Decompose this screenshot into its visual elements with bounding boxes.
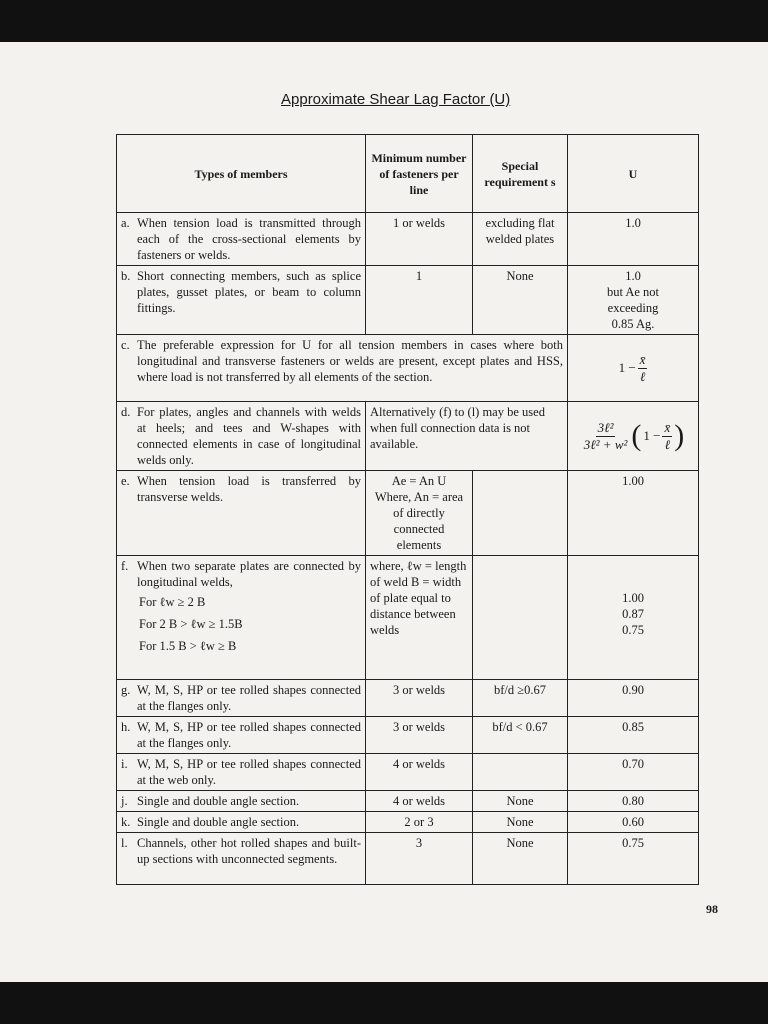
formula-c: 1 − $\frac{x̄}{\text{ℓ}}$ — [618, 351, 646, 384]
row-l-special: None — [473, 833, 568, 885]
row-a-type: a. When tension load is transmitted through each of the cross-sectional elements by fasteners or welds. — [117, 213, 366, 266]
row-b-special: None — [473, 266, 568, 335]
table-row — [117, 812, 699, 833]
document-page — [0, 42, 768, 982]
header-row — [117, 135, 699, 213]
row-l-type: l. Channels, other hot rolled shapes and built-up sections with unconnected segments. — [117, 833, 366, 885]
row-i-min: 4 or welds — [366, 754, 473, 791]
row-g-type: g. W, M, S, HP or tee rolled shapes connected at the flanges only. — [117, 680, 366, 717]
row-c-type: c. The preferable expression for U for all tension members in cases where both longitudinal and transverse fasteners or welds are present, except plates and HSS, where load is not transferred by all elements of the section. — [117, 335, 568, 402]
row-h-min: 3 or welds — [366, 717, 473, 754]
row-k-u: 0.60 — [568, 812, 699, 833]
formula-d: $\frac{\text{3ℓ²}}{\text{3ℓ² + w²}}$ ( 1 − $\frac{x̄}{\text{ℓ}}$ ) — [583, 419, 685, 452]
row-j-u: 0.80 — [568, 791, 699, 812]
table-row — [117, 791, 699, 812]
row-k-type: k. Single and double angle section. — [117, 812, 366, 833]
page-title: Approximate Shear Lag Factor (U) — [281, 91, 511, 108]
row-d-u — [568, 402, 699, 471]
row-l-u: 0.75 — [568, 833, 699, 885]
table-row — [117, 717, 699, 754]
row-b-u: 1.0 but Ae not exceeding 0.85 Ag. — [568, 266, 699, 335]
row-i-type: i. W, M, S, HP or tee rolled shapes connected at the web only. — [117, 754, 366, 791]
row-g-special: bf/d ≥0.67 — [473, 680, 568, 717]
table-row — [117, 335, 699, 402]
row-c-u — [568, 335, 699, 402]
table-row — [117, 680, 699, 717]
table-row — [117, 213, 699, 266]
row-k-special: None — [473, 812, 568, 833]
row-i-special — [473, 754, 568, 791]
row-b-min: 1 — [366, 266, 473, 335]
row-a-min: 1 or welds — [366, 213, 473, 266]
row-g-u: 0.90 — [568, 680, 699, 717]
table-row — [117, 754, 699, 791]
header-u: U — [568, 135, 699, 213]
row-h-u: 0.85 — [568, 717, 699, 754]
table-row — [117, 402, 699, 471]
row-d-type: d. For plates, angles and channels with welds at heels; and tees and W-shapes with connected elements in case of longitudinal welds only. — [117, 402, 366, 471]
header-min-fasteners: Minimum number of fasteners per line — [366, 135, 473, 213]
row-a-u: 1.0 — [568, 213, 699, 266]
header-types: Types of members — [117, 135, 366, 213]
row-k-min: 2 or 3 — [366, 812, 473, 833]
row-a-special: excluding flat welded plates — [473, 213, 568, 266]
row-e-u: 1.00 — [568, 471, 699, 556]
row-e-min: Ae = An U Where, An = area of directly connected elements — [366, 471, 473, 556]
row-e-special — [473, 471, 568, 556]
row-g-min: 3 or welds — [366, 680, 473, 717]
table-row — [117, 556, 699, 680]
row-f-u: 1.00 0.87 0.75 — [568, 556, 699, 680]
table-row — [117, 833, 699, 885]
page-number: 98 — [706, 902, 718, 916]
row-f-special — [473, 556, 568, 680]
row-i-u: 0.70 — [568, 754, 699, 791]
row-e-type: e. When tension load is transferred by transverse welds. — [117, 471, 366, 556]
header-special: Special requirement s — [473, 135, 568, 213]
row-h-special: bf/d < 0.67 — [473, 717, 568, 754]
row-j-min: 4 or welds — [366, 791, 473, 812]
row-h-type: h. W, M, S, HP or tee rolled shapes connected at the flanges only. — [117, 717, 366, 754]
row-j-special: None — [473, 791, 568, 812]
row-b-type: b. Short connecting members, such as splice plates, gusset plates, or beam to column fittings. — [117, 266, 366, 335]
row-d-min-special: Alternatively (f) to (l) may be used when full connection data is not available. — [366, 402, 568, 471]
table-row — [117, 266, 699, 335]
row-l-min: 3 — [366, 833, 473, 885]
table-row — [117, 471, 699, 556]
row-f-min: where, ℓw = length of weld B = width of plate equal to distance between welds — [366, 556, 473, 680]
row-j-type: j. Single and double angle section. — [117, 791, 366, 812]
row-f-type: f. When two separate plates are connected by longitudinal welds, For ℓw ≥ 2 B For 2 B > ℓw ≥ 1.5B For 1.5 B > ℓw ≥ B — [117, 556, 366, 680]
row-f-conditions: For ℓw ≥ 2 B For 2 B > ℓw ≥ 1.5B For 1.5 B > ℓw ≥ B — [139, 595, 243, 653]
shear-lag-table — [116, 134, 699, 885]
